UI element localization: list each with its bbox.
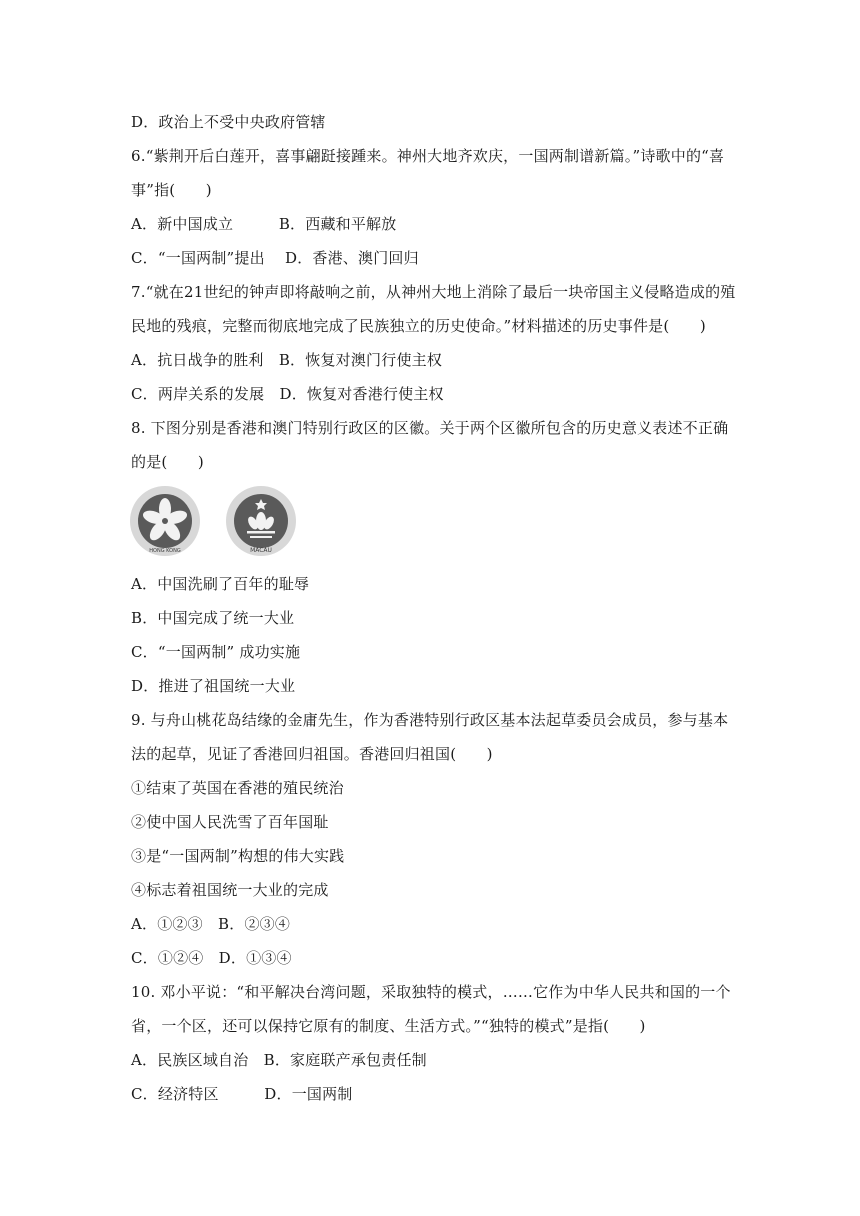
svg-text:HONG KONG: HONG KONG xyxy=(149,548,181,554)
macau-emblem-icon xyxy=(225,485,297,557)
q10-options-ab: A．民族区域自治 B．家庭联产承包责任制 xyxy=(131,1051,427,1069)
question-7-stem-cont: 民地的残痕，完整而彻底地完成了民族独立的历史使命。”材料描述的历史事件是( ) xyxy=(131,317,706,335)
q7-options-cd: C．两岸关系的发展 D．恢复对香港行使主权 xyxy=(131,385,444,403)
question-6-stem: 6.“紫荆开后白莲开，喜事翩跹接踵来。神州大地齐欢庆，一国两制谱新篇。”诗歌中的“喜 xyxy=(131,147,725,165)
svg-text:MACAU: MACAU xyxy=(250,547,272,554)
question-9-stem-cont: 法的起草，见证了香港回归祖国。香港回归祖国( ) xyxy=(131,745,493,763)
q9-options-cd: C．①②④ D．①③④ xyxy=(131,949,292,967)
q6-options-cd: C．“一国两制”提出 D．香港、澳门回归 xyxy=(131,249,419,267)
q8-option-d: D．推进了祖国统一大业 xyxy=(131,677,296,695)
question-8-stem: 8. 下图分别是香港和澳门特别行政区的区徽。关于两个区徽所包含的历史意义表述不正确 xyxy=(131,419,729,437)
q9-statement-3: ③是“一国两制”构想的伟大实践 xyxy=(131,847,345,865)
hong-kong-emblem-icon xyxy=(129,485,201,557)
q9-statement-2: ②使中国人民洗雪了百年国耻 xyxy=(131,813,329,831)
question-10-stem-cont: 省，一个区，还可以保持它原有的制度、生活方式。”“独特的模式”是指( ) xyxy=(131,1017,646,1035)
option-d-q5: D．政治上不受中央政府管辖 xyxy=(131,113,326,131)
question-7-stem: 7.“就在21世纪的钟声即将敲响之前，从神州大地上消除了最后一块帝国主义侵略造成的殖 xyxy=(131,283,736,301)
q10-options-cd: C．经济特区 D．一国两制 xyxy=(131,1085,353,1103)
q8-option-c: C．“一国两制” 成功实施 xyxy=(131,643,301,661)
q9-statement-1: ①结束了英国在香港的殖民统治 xyxy=(131,779,344,797)
question-9-stem: 9. 与舟山桃花岛结缘的金庸先生，作为香港特别行政区基本法起草委员会成员，参与基本 xyxy=(131,711,729,729)
question-10-stem: 10. 邓小平说：“和平解决台湾问题，采取独特的模式，……它作为中华人民共和国的一个 xyxy=(131,983,731,1001)
region-emblems xyxy=(129,485,309,557)
q8-option-a: A．中国洗刷了百年的耻辱 xyxy=(131,575,310,593)
q9-options-ab: A．①②③ B．②③④ xyxy=(131,915,291,933)
q8-option-b: B．中国完成了统一大业 xyxy=(131,609,295,627)
question-8-stem-cont: 的是( ) xyxy=(131,453,204,471)
q9-statement-4: ④标志着祖国统一大业的完成 xyxy=(131,881,329,899)
q6-options-ab: A．新中国成立 B．西藏和平解放 xyxy=(131,215,397,233)
question-6-stem-cont: 事”指( ) xyxy=(131,181,212,199)
q7-options-ab: A．抗日战争的胜利 B．恢复对澳门行使主权 xyxy=(131,351,443,369)
